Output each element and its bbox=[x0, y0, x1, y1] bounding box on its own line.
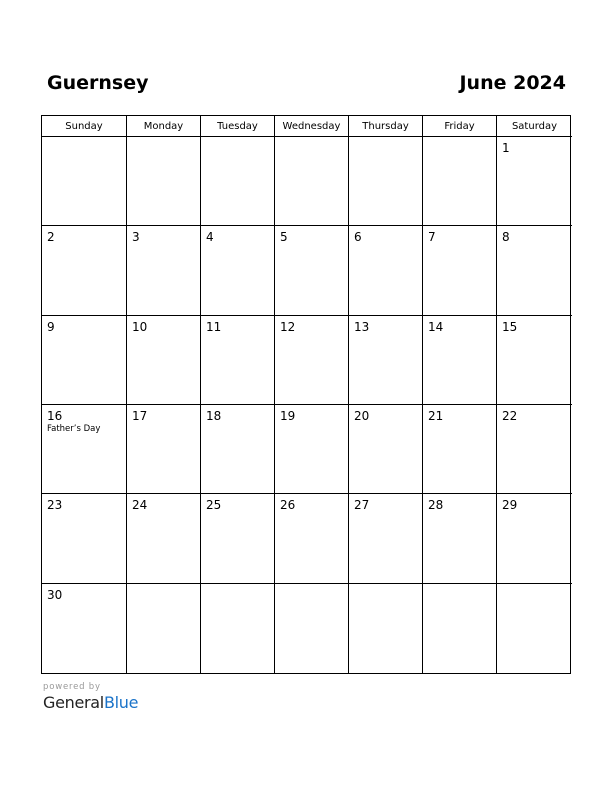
country-title: Guernsey bbox=[47, 72, 149, 94]
day-cell[interactable] bbox=[423, 584, 497, 673]
day-cell[interactable] bbox=[201, 226, 275, 315]
day-cell[interactable] bbox=[127, 226, 201, 315]
day-cell[interactable] bbox=[127, 494, 201, 583]
weekday-header-wednesday: Wednesday bbox=[275, 116, 349, 137]
calendar-header bbox=[47, 72, 566, 98]
day-cell[interactable] bbox=[423, 137, 497, 226]
day-number: 9 bbox=[47, 319, 55, 334]
day-number: 28 bbox=[428, 498, 444, 513]
day-cell[interactable] bbox=[349, 584, 423, 673]
day-number: 8 bbox=[502, 230, 510, 245]
day-number: 2 bbox=[47, 230, 55, 245]
day-cell[interactable] bbox=[349, 226, 423, 315]
day-number: 14 bbox=[428, 319, 444, 334]
calendar-grid bbox=[41, 115, 571, 674]
day-number: 17 bbox=[132, 409, 148, 423]
day-cell[interactable] bbox=[423, 226, 497, 315]
day-number: 5 bbox=[280, 230, 288, 245]
weekday-header-tuesday: Tuesday bbox=[201, 116, 275, 137]
day-number: 1 bbox=[502, 141, 510, 155]
day-cell[interactable] bbox=[497, 316, 572, 405]
day-cell[interactable] bbox=[201, 494, 275, 583]
day-number: 16 bbox=[47, 409, 63, 423]
logo-text-blue: Blue bbox=[103, 693, 139, 712]
day-number: 18 bbox=[206, 409, 222, 423]
day-cell[interactable] bbox=[201, 137, 275, 226]
day-cell[interactable] bbox=[497, 137, 572, 226]
day-cell[interactable] bbox=[275, 405, 349, 494]
day-cell[interactable] bbox=[497, 584, 572, 673]
day-cell[interactable] bbox=[423, 494, 497, 583]
day-cell[interactable] bbox=[423, 405, 497, 494]
weekday-header-sunday: Sunday bbox=[42, 116, 127, 137]
month-year-title: June 2024 bbox=[459, 72, 566, 94]
day-number: 19 bbox=[280, 409, 296, 423]
day-cell[interactable] bbox=[127, 316, 201, 405]
day-number: 10 bbox=[132, 319, 148, 334]
day-cell[interactable] bbox=[497, 494, 572, 583]
day-cell[interactable] bbox=[275, 584, 349, 673]
day-number: 13 bbox=[354, 319, 370, 334]
day-number: 6 bbox=[354, 230, 362, 245]
day-cell[interactable] bbox=[275, 494, 349, 583]
weekday-header-saturday: Saturday bbox=[497, 116, 572, 137]
weekday-header-friday: Friday bbox=[423, 116, 497, 137]
day-cell[interactable] bbox=[127, 584, 201, 673]
day-number: 26 bbox=[280, 498, 296, 513]
day-cell[interactable] bbox=[201, 316, 275, 405]
day-number: 4 bbox=[206, 230, 214, 245]
day-cell[interactable] bbox=[497, 405, 572, 494]
day-number: 20 bbox=[354, 409, 370, 423]
day-cell[interactable] bbox=[349, 494, 423, 583]
day-cell[interactable] bbox=[42, 494, 127, 583]
day-number: 3 bbox=[132, 230, 140, 245]
day-cell[interactable] bbox=[275, 137, 349, 226]
day-number: 15 bbox=[502, 319, 518, 334]
day-number: 7 bbox=[428, 230, 436, 245]
day-cell[interactable] bbox=[201, 584, 275, 673]
day-cell[interactable] bbox=[497, 226, 572, 315]
day-cell[interactable] bbox=[349, 316, 423, 405]
day-cell[interactable] bbox=[423, 316, 497, 405]
weekday-header-thursday: Thursday bbox=[349, 116, 423, 137]
day-cell[interactable] bbox=[127, 137, 201, 226]
day-number: 30 bbox=[47, 587, 63, 602]
logo-text-general: General bbox=[43, 693, 104, 712]
day-cell[interactable] bbox=[42, 405, 127, 494]
day-number: 27 bbox=[354, 498, 370, 513]
day-number: 23 bbox=[47, 498, 63, 513]
day-number: 29 bbox=[502, 498, 518, 513]
holiday-label: Father’s Day bbox=[47, 424, 101, 434]
day-cell[interactable] bbox=[127, 405, 201, 494]
day-number: 12 bbox=[280, 319, 296, 334]
day-cell[interactable] bbox=[42, 226, 127, 315]
day-number: 24 bbox=[132, 498, 148, 513]
powered-by-label: powered by bbox=[43, 682, 101, 692]
day-cell[interactable] bbox=[42, 316, 127, 405]
day-number: 25 bbox=[206, 498, 222, 513]
day-cell[interactable] bbox=[275, 226, 349, 315]
generalblue-logo[interactable] bbox=[43, 693, 138, 712]
day-cell[interactable] bbox=[275, 316, 349, 405]
day-number: 21 bbox=[428, 409, 444, 423]
day-cell[interactable] bbox=[201, 405, 275, 494]
day-cell[interactable] bbox=[42, 137, 127, 226]
weekday-header-monday: Monday bbox=[127, 116, 201, 137]
day-cell[interactable] bbox=[349, 405, 423, 494]
day-number: 11 bbox=[206, 319, 222, 334]
footer-branding bbox=[43, 682, 138, 712]
day-number: 22 bbox=[502, 409, 518, 423]
day-cell[interactable] bbox=[349, 137, 423, 226]
day-cell[interactable] bbox=[42, 584, 127, 673]
